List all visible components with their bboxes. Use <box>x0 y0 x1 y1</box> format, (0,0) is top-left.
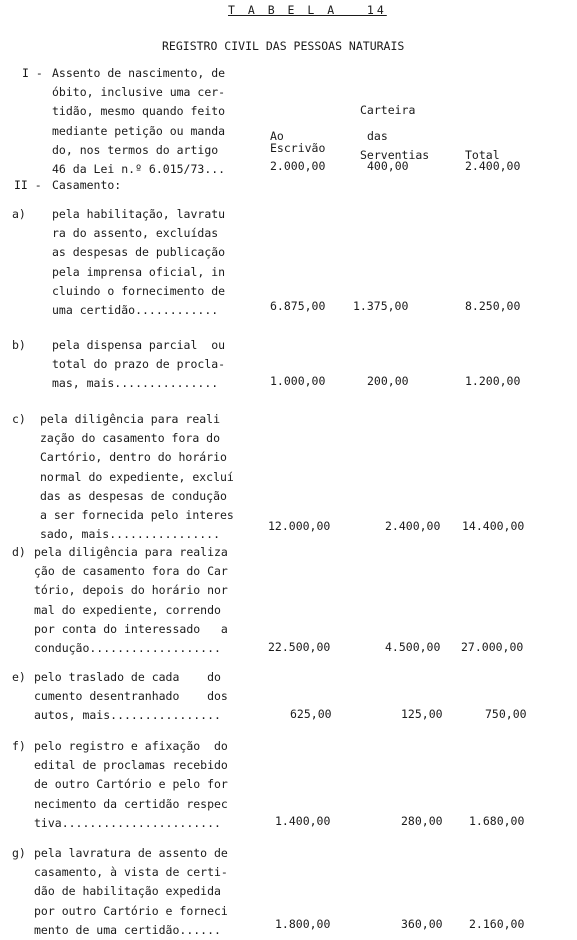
item-line: normal do expediente, excluí <box>40 469 234 484</box>
item-line: por outro Cartório e forneci <box>34 903 228 918</box>
item-line: total do prazo de procla- <box>52 357 226 372</box>
item-line: pela dispensa parcial ou <box>52 338 226 352</box>
item-line: tório, depois do horário nor <box>34 583 228 598</box>
item-marker: II - <box>14 178 42 192</box>
item-line: pela habilitação, lavratu <box>52 207 226 221</box>
item-line: pela imprensa oficial, in <box>52 264 226 279</box>
table-subtitle: REGISTRO CIVIL DAS PESSOAS NATURAIS <box>162 39 405 53</box>
item-marker: e) <box>12 670 26 684</box>
serventias-value: 280,00 <box>401 814 443 828</box>
item-line: pela diligência para realiza <box>34 545 228 559</box>
serventias-value: 1.375,00 <box>353 299 409 313</box>
escrivao-value: 1.000,00 <box>270 374 326 388</box>
escrivao-value: 625,00 <box>290 707 332 721</box>
item-line: Assento de nascimento, de <box>52 66 226 80</box>
item-line: das as despesas de condução <box>40 488 227 503</box>
item-marker: f) <box>12 739 26 753</box>
column-header-escrivao-line1: Ao <box>270 129 284 143</box>
total-value: 2.400,00 <box>465 159 521 173</box>
escrivao-value: 1.800,00 <box>275 917 331 931</box>
serventias-value: 4.500,00 <box>385 640 441 654</box>
item-line: necimento da certidão respec <box>34 796 228 811</box>
serventias-value: 200,00 <box>367 374 409 388</box>
serventias-value: 2.400,00 <box>385 519 441 533</box>
item-line: dão de habilitação expedida <box>34 884 221 899</box>
column-header-serventias-line1: das <box>367 129 388 143</box>
item-line: a ser fornecida pelo interes <box>40 508 234 523</box>
total-value: 8.250,00 <box>465 299 521 313</box>
item-line: pelo traslado de cada do <box>34 670 221 684</box>
item-marker: a) <box>12 207 26 221</box>
item-line: ra do assento, excluídas <box>52 226 219 241</box>
total-value: 1.680,00 <box>469 814 525 828</box>
item-marker: b) <box>12 338 26 352</box>
total-value: 14.400,00 <box>462 519 525 533</box>
total-value: 750,00 <box>485 707 527 721</box>
item-line: 46 da Lei n.º 6.015/73... <box>52 162 226 177</box>
total-value: 2.160,00 <box>469 917 525 931</box>
item-description <box>34 543 228 658</box>
item-line: pela diligência para reali <box>40 412 221 426</box>
item-line: mento de uma certidão...... <box>34 922 221 937</box>
item-line: mediante petição ou manda <box>52 123 226 138</box>
item-line: cluindo o fornecimento de <box>52 283 226 298</box>
escrivao-value: 22.500,00 <box>268 640 331 654</box>
item-description <box>34 668 228 726</box>
item-heading: Casamento: <box>52 178 122 192</box>
item-line: zação do casamento fora do <box>40 431 221 446</box>
item-description <box>52 205 225 320</box>
total-value: 27.000,00 <box>461 640 524 654</box>
item-marker: g) <box>12 846 26 860</box>
item-line: de outro Cartório e pelo for <box>34 777 228 792</box>
item-line: autos, mais................ <box>34 708 221 723</box>
item-line: mal do expediente, correndo <box>34 602 221 617</box>
item-line: edital de proclamas recebido <box>34 758 228 773</box>
serventias-value: 360,00 <box>401 917 443 931</box>
escrivao-value: 1.400,00 <box>275 814 331 828</box>
serventias-value: 125,00 <box>401 707 443 721</box>
item-line: sado, mais................ <box>40 527 221 542</box>
item-line: Cartório, dentro do horário <box>40 450 227 465</box>
item-marker: d) <box>12 545 26 559</box>
item-description <box>52 336 225 394</box>
item-marker: I - <box>22 66 43 80</box>
item-line: óbito, inclusive uma cer- <box>52 85 226 100</box>
item-line: por conta do interessado a <box>34 621 228 636</box>
item-line: casamento, à vista de certi- <box>34 865 228 880</box>
escrivao-value: 6.875,00 <box>270 299 326 313</box>
table-title: T A B E L A 14 <box>228 3 387 17</box>
item-line: cumento desentranhado dos <box>34 689 228 704</box>
item-description <box>40 410 234 544</box>
escrivao-value: 2.000,00 <box>270 159 326 173</box>
item-marker: c) <box>12 412 26 426</box>
item-line: ção de casamento fora do Car <box>34 564 228 579</box>
item-line: as despesas de publicação <box>52 245 226 260</box>
item-description <box>34 737 228 833</box>
item-description <box>34 844 228 940</box>
item-line: condução................... <box>34 641 221 656</box>
column-header-escrivao-line2: Escrivão <box>270 141 326 155</box>
item-line: do, nos termos do artigo <box>52 142 219 157</box>
item-line: pelo registro e afixação do <box>34 739 228 753</box>
column-header-total: Total <box>465 148 500 162</box>
item-line: pela lavratura de assento de <box>34 846 228 860</box>
serventias-value: 400,00 <box>367 159 409 173</box>
item-line: uma certidão............ <box>52 303 219 318</box>
escrivao-value: 12.000,00 <box>268 519 331 533</box>
total-value: 1.200,00 <box>465 374 521 388</box>
item-line: tiva....................... <box>34 815 221 830</box>
item-description <box>52 64 225 179</box>
item-line: tidão, mesmo quando feito <box>52 104 226 119</box>
column-header-serventias-line2: Serventias <box>360 148 430 162</box>
item-line: mas, mais............... <box>52 376 219 391</box>
column-header-carteira: Carteira <box>360 103 416 117</box>
